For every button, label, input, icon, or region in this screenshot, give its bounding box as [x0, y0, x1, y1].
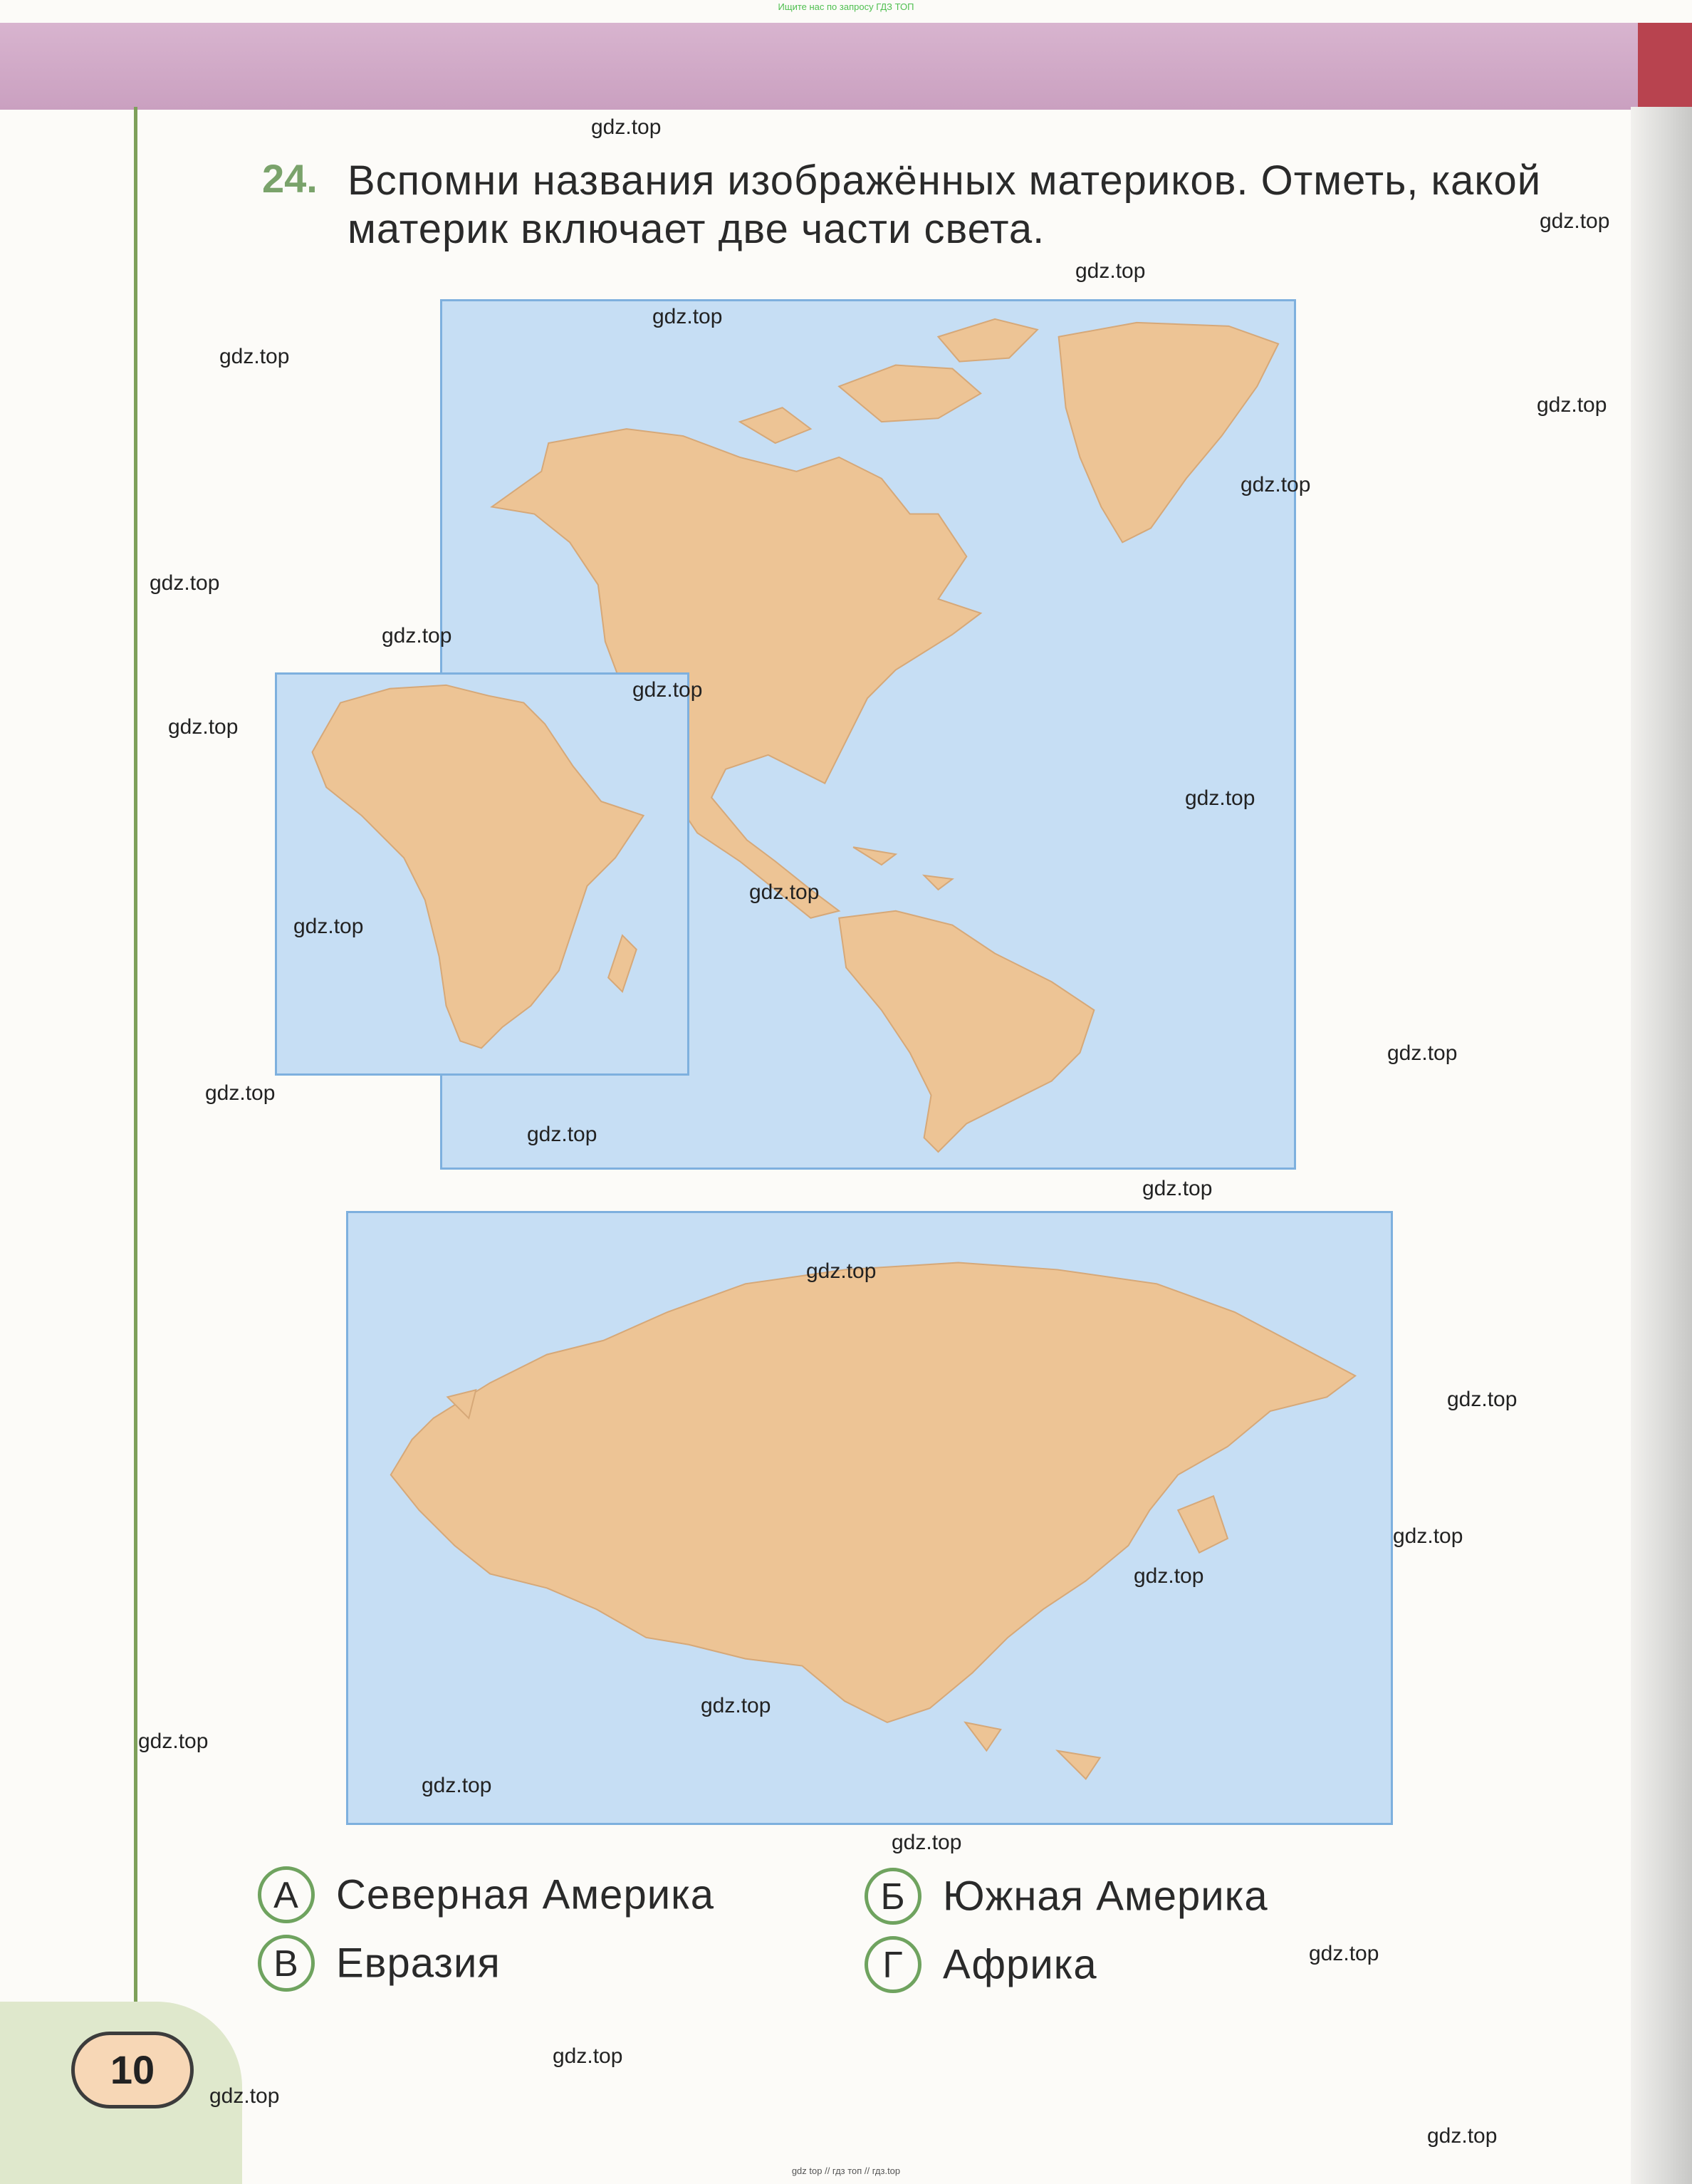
watermark: gdz.top	[1075, 259, 1146, 283]
watermark: gdz.top	[205, 1081, 276, 1105]
margin-line	[134, 107, 137, 2052]
watermark: gdz.top	[1134, 1564, 1204, 1588]
option-b-circle[interactable]: Б	[865, 1868, 921, 1925]
watermark: gdz.top	[553, 2044, 623, 2068]
watermark: gdz.top	[382, 624, 452, 648]
page-edge-shadow	[1631, 107, 1692, 2184]
watermark: gdz.top	[701, 1694, 771, 1717]
option-c[interactable]	[258, 1935, 501, 1992]
header-band-right	[1638, 23, 1692, 110]
header-band	[0, 23, 1638, 110]
watermark: gdz.top	[1537, 393, 1607, 417]
task-number: 24.	[262, 156, 318, 201]
option-a-circle[interactable]: А	[258, 1866, 315, 1923]
africa-map	[275, 672, 689, 1076]
eurasia-map	[346, 1211, 1393, 1825]
watermark: gdz.top	[150, 571, 220, 595]
top-banner: Ищите нас по запросу ГДЗ ТОП	[778, 1, 914, 12]
page-number: 10	[71, 2032, 194, 2108]
task-text: Вспомни названия изображённых материков. Отметь, какой материк включает две части света.	[348, 157, 1542, 252]
option-c-label: Евразия	[336, 1940, 501, 1987]
watermark: gdz.top	[892, 1831, 962, 1854]
watermark: gdz.top	[1540, 209, 1610, 233]
option-b[interactable]	[865, 1868, 1268, 1925]
watermark: gdz.top	[1427, 2124, 1498, 2148]
watermark: gdz.top	[1241, 473, 1311, 496]
watermark: gdz.top	[209, 2084, 280, 2108]
watermark: gdz.top	[652, 305, 723, 328]
option-d[interactable]	[865, 1936, 1097, 1993]
watermark: gdz.top	[1142, 1177, 1213, 1200]
option-a[interactable]	[258, 1866, 714, 1923]
watermark: gdz.top	[632, 678, 703, 702]
watermark: gdz.top	[422, 1774, 492, 1797]
option-d-circle[interactable]: Г	[865, 1936, 921, 1993]
watermark: gdz.top	[1185, 786, 1255, 810]
option-a-label: Северная Америка	[336, 1871, 715, 1918]
option-c-circle[interactable]: В	[258, 1935, 315, 1992]
watermark: gdz.top	[1387, 1041, 1458, 1065]
watermark: gdz.top	[168, 715, 239, 739]
option-b-label: Южная Америка	[943, 1873, 1268, 1920]
watermark: gdz.top	[1393, 1524, 1463, 1548]
watermark: gdz.top	[1309, 1942, 1379, 1965]
watermark: gdz.top	[1447, 1388, 1518, 1411]
option-d-label: Африка	[943, 1941, 1097, 1988]
watermark: gdz.top	[749, 880, 820, 904]
watermark: gdz.top	[219, 345, 290, 368]
watermark: gdz.top	[806, 1259, 877, 1283]
bottom-banner: gdz top // гдз топ // гдз.top	[791, 2165, 901, 2176]
watermark: gdz.top	[591, 115, 662, 139]
watermark: gdz.top	[527, 1123, 597, 1146]
watermark: gdz.top	[138, 1730, 209, 1753]
watermark: gdz.top	[293, 915, 364, 938]
